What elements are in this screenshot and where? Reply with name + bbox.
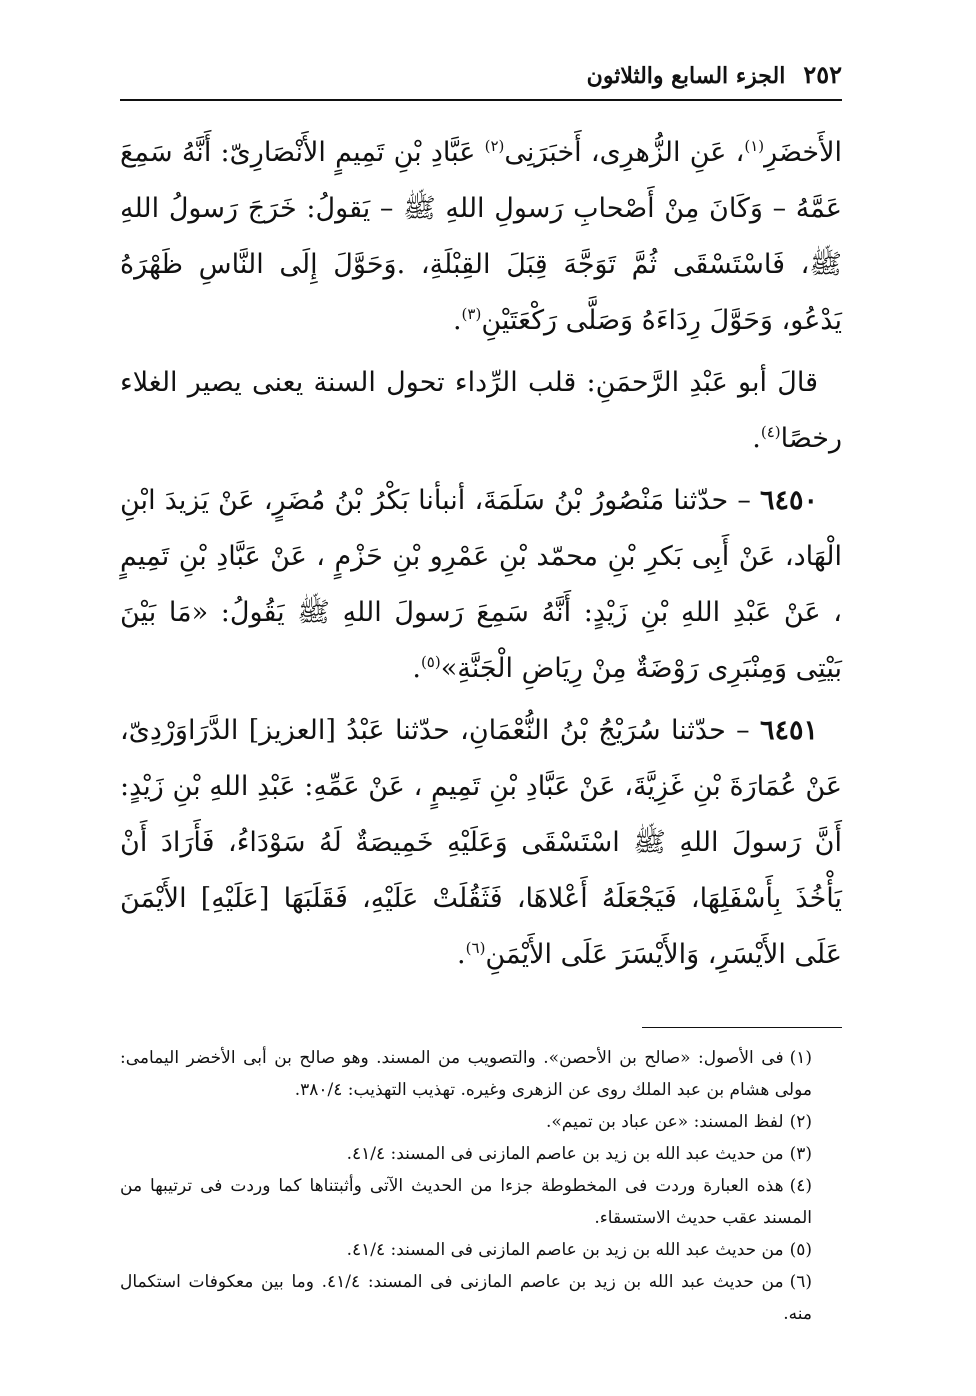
- footnote-marker: (٥): [420, 653, 441, 671]
- footnote-number: (٤): [789, 1176, 812, 1196]
- footnote-text: لفظ المسند: «عن عباد بن تميم».: [545, 1112, 784, 1132]
- paragraph-end: .: [752, 423, 761, 454]
- paragraph-2: [120, 355, 842, 467]
- footnote-number: (٦): [789, 1272, 812, 1292]
- footnote-marker: (٣): [461, 305, 482, 323]
- paragraph-text: – حدّثنا مَنْصُورُ بْنُ سَلَمَةَ، أنبأنا بَكْرُ بْنُ مُضَرٍ، عَنْ يَزيدَ ابْنِ الْهَاد، عَنْ أَبِى بَكرِ بْنِ محمّد بْنِ عَمْرِو بْنِ حَزْمٍ ، عَنْ عَبَّادِ بْنِ تَمِيمٍ ، عَنْ عَبْدِ اللهِ بْنِ زَيْدٍ: أَنَّهُ سَمِعَ رَسولَ اللهِ ﷺ يَقُولُ: «مَا بَيْنَ بَيْتِى وَمِنْبَرِى رَوْضَةٌ مِنْ رِيَاضِ الْجَنَّةِ»: [120, 485, 842, 684]
- footnote-text: من حديث عبد الله بن زيد بن عاصم المازنى فى المسند: ٤١/٤. وما بين معكوفات استكمال منه.: [120, 1272, 812, 1324]
- footnote-text: فى الأصول: «صالح بن الأحصن». والتصويب من المسند. وهو صالح بن أبى الأخضر اليمامى: مولى هشام بن عبد الملك روى عن الزهرى وغيره. تهذيب التهذيب: ٣٨٠/٤.: [120, 1048, 812, 1100]
- footnote-3: [120, 1138, 842, 1170]
- footnote-marker: (١): [744, 137, 765, 155]
- hadith-6451: [120, 703, 842, 983]
- paragraph-1: [120, 125, 842, 349]
- running-header: [120, 60, 842, 101]
- footnotes: [120, 1042, 842, 1330]
- footnote-marker: (٦): [465, 939, 486, 957]
- paragraph-text: الأَخضَرِ: [764, 137, 843, 168]
- page-number: ٢٥٢: [803, 60, 842, 89]
- document-page: [120, 60, 842, 1330]
- hadith-6450: [120, 473, 842, 697]
- paragraph-text: – حدّثنا سُرَيْجُ بْنُ النُّعْمَانِ، حدّثنا عَبْدُ [العزيز] الدَّرَاوَرْدِىّ، عَنْ عُمَارَةَ بْنِ غَزِيَّةَ، عَنْ عَبَّادِ بْنِ تَمِيمٍ ، عَنْ عَمِّهِ: عَبْدِ اللهِ بْنِ زَيْدٍ: أَنَّ رَسولَ اللهِ ﷺ اسْتَسْقَى وَعَلَيْهِ خَمِيصَةٌ لَهُ سَوْدَاءُ، فَأَرَادَ أَنْ يَأْخُذَ بِأَسْفَلِهَا، فَيَجْعَلَهُ أَعْلاهَا، فَثَقُلَتْ عَلَيْهِ، فَقَلَبَهَا [عَلَيْهِ] الأَيْمَنَ عَلَى الأَيْسَرِ، وَالأَيْسَرَ عَلَى الأَيْمَنِ: [120, 715, 842, 970]
- footnote-number: (١): [789, 1048, 812, 1068]
- footnote-4: [120, 1170, 842, 1234]
- footnote-number: (٣): [789, 1144, 812, 1164]
- hadith-number: ٦٤٥٠: [759, 485, 818, 516]
- paragraph-end: .: [412, 653, 421, 684]
- paragraph-end: .: [457, 939, 466, 970]
- paragraph-text: ، عَنِ الزُّهرِى، أَخبَرَنِى: [504, 137, 745, 168]
- main-text: [120, 125, 842, 983]
- section-title: الجزء السابع والثلاثون: [586, 63, 786, 89]
- footnote-divider: [642, 1027, 842, 1028]
- footnote-6: [120, 1266, 842, 1330]
- footnote-number: (٥): [789, 1240, 812, 1260]
- paragraph-text: عَبَّادِ بْنِ تَمِيمٍ الأَنْصَارِىّ: أَنَّهُ سَمِعَ عَمَّهُ – وَكَانَ مِنْ أَصْحابِ رَسولِ اللهِ ﷺ – يَقولُ: خَرَجَ رَسولُ اللهِ ﷺ، فَاسْتَسْقَى ثُمَّ تَوَجَّهَ قِبَلَ القِبْلَةِ، .وَحَوَّلَ إِلَى النَّاسِ ظَهْرَهُ يَدْعُو، وَحَوَّلَ رِدَاءَهُ وَصَلَّى رَكْعَتَيْنِ: [120, 137, 842, 336]
- footnote-text: من حديث عبد الله بن زيد بن عاصم المازنى فى المسند: ٤١/٤.: [346, 1144, 784, 1164]
- hadith-number: ٦٤٥١: [759, 715, 818, 746]
- footnote-1: [120, 1042, 842, 1106]
- footnote-marker: (٢): [484, 137, 505, 155]
- footnote-number: (٢): [789, 1112, 812, 1132]
- footnote-marker: (٤): [760, 423, 781, 441]
- paragraph-end: .: [452, 305, 462, 336]
- footnote-text: من حديث عبد الله بن زيد بن عاصم المازنى فى المسند: ٤١/٤.: [346, 1240, 784, 1260]
- footnote-text: هذه العبارة وردت فى المخطوطة جزءا من الحديث الآتى وأثبتناها كما وردت فى ترتيبها من المسند عقب حديث الاستسقاء.: [120, 1176, 812, 1228]
- footnote-2: [120, 1106, 842, 1138]
- paragraph-text: قالَ أبو عَبْدِ الرَّحمَنِ: قلب الرِّداء تحول السنة يعنى يصير الغلاء رخصًا: [120, 367, 842, 454]
- footnote-5: [120, 1234, 842, 1266]
